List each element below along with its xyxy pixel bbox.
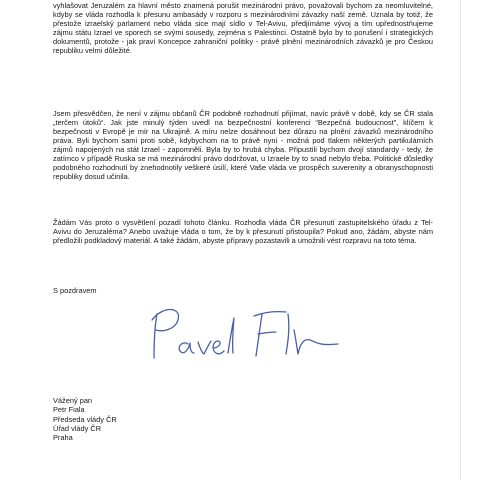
addressee-block [53,396,117,442]
paragraph-2: Jsem přesvědčen, že není v zájmu občanů ČR podobně rozhodnutí přijímat, navíc právě v době, kdy se ČR stala „terčem útoků“. Jak jste minulý týden uvedl na bezpečnostní konferenci “Bezpečná budoucnost”, klíčem k bezpečnosti v Evropě je mír na Ukrajině. A míru nelze dosáhnout bez důrazu na plnění závazků mezinárodního práva. Byli bychom sami proti sobě, kdybychom na to právě nyní - možná pod tlakem některých partikulárních zájmů napojených na stát Izrael - zapomněli. Byla by to hrubá chyba. Připustili bychom dvojí standardy - tedy, že zatímco v případě Ruska se má mezinárodní právo dodržovat, u Izraele by to snad nebylo třeba. Politické důsledky podobného rozhodnutí by znehodnotily veškeré úsilí, které Vaše vláda ve prospěch suverenity a obranyschopnosti republiky dosud učinila. [53,109,433,181]
addressee-salutation: Vážený pan [53,396,93,405]
addressee-office: Úřad vlády ČR [53,423,102,433]
addressee-title: Předseda vlády ČR [53,414,117,424]
paragraph-3: Žádám Vás proto o vysvětlení pozadí tohoto článku. Rozhodla vláda ČR přesunutí zastupitelského úřadu z Tel-Avivu do Jeruzaléma? Anebo uvažuje vláda o tom, že by k přesunutí přistoupila? Pokud ano, žádám, abyste nám předložili podkladový materiál. A také žádám, abyste přípravy pozastavili a umožnili vést rozpravu na toto téma. [53,218,433,245]
paragraph-1: vyhlašovat Jeruzalém za hlavní město znamená porušit mezinárodní právo, považovali bychom za neomluvitelné, kdyby se vláda rozhodla k přesunu ambasády v rozporu s mezinárodními závazky naší země. Uznala by totiž, že přestože izraelský parlament nebo vláda sice mají sídlo v Tel-Avivu, předjímáme vývoj a tím upřednostňujeme zájmu státu Izrael ve sporech se svými sousedy, zejména s Palestinci. Ostatně bylo by to porušení i strategických dokumentů, protože - jak praví Koncepce zahraniční politiky - právě plnění mezinárodních závazků je pro Českou republiku velmi důležité. [53,1,433,55]
scan-edge-divider [460,0,461,480]
addressee-name: Petr Fiala [53,405,85,415]
handwritten-signature [148,300,348,370]
addressee-city: Praha [53,433,73,443]
closing-greeting: S pozdravem [53,286,97,295]
